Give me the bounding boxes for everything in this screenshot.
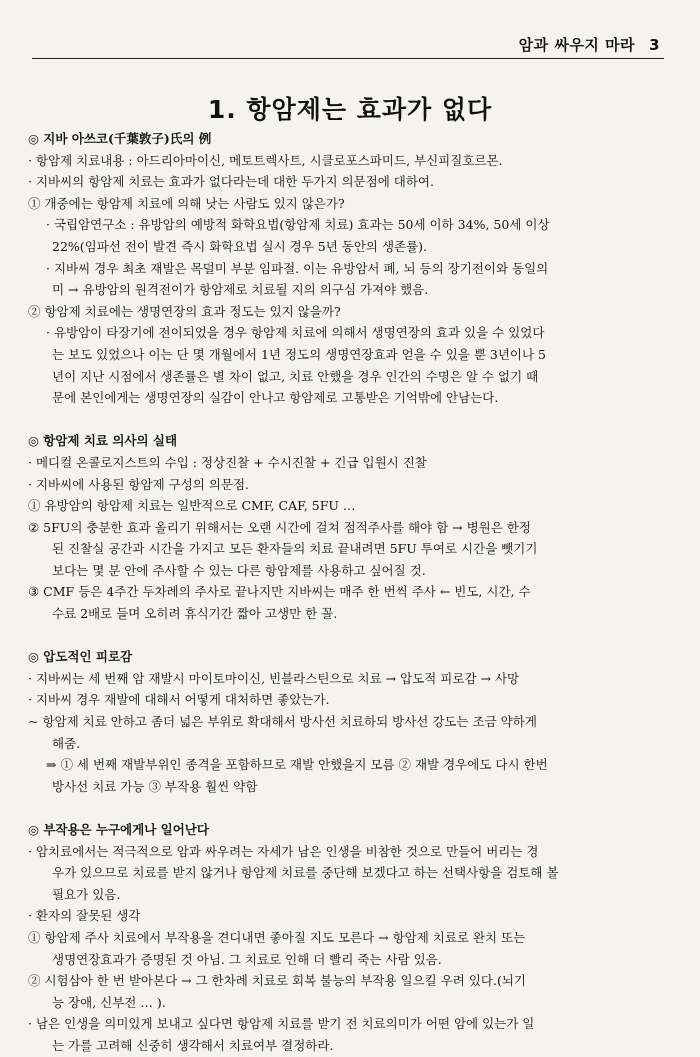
- body-line: 능 장애, 신부전 … ).: [52, 994, 166, 1010]
- body-line: ② 시험삼아 한 번 받아본다 → 그 한차례 치료로 회복 불능의 부작용 일으킬 우려 있다.(뇌기: [28, 973, 527, 989]
- running-header: [519, 34, 660, 55]
- body-line: 필요가 있음.: [52, 886, 121, 902]
- body-line: · 지바씨 경우 최초 재발은 목덜미 부분 임파절. 이는 유방암서 폐, 뇌 등의 장기전이와 동일의: [46, 260, 549, 276]
- section-heading: ◎ 항암제 치료 의사의 실태: [28, 433, 178, 449]
- section-gap: [28, 625, 668, 647]
- body-line: · 암치료에서는 적극적으로 암과 싸우려는 자세가 남은 인생을 비참한 것으로 만들어 버리는 경: [28, 843, 539, 859]
- section-overwhelming-fatigue: [28, 646, 668, 797]
- body-line: · 국립암연구소 : 유방암의 예방적 화학요법(항암제 치료) 효과는 50세 이하 34%, 50세 이상: [46, 217, 550, 233]
- body-line: 보다는 몇 분 안에 주사할 수 있는 다른 항암제를 사용하고 싶어질 것.: [52, 562, 426, 578]
- body-line: ⇒ ① 세 번째 재발부위인 종격을 포함하므로 재발 안했을지 모름 ② 재발 경우에도 다시 한번: [46, 757, 548, 773]
- body-line: 는 보도 있었으나 이는 단 몇 개월에서 1년 정도의 생명연장효과 얻을 수 있을 뿐 3년이나 5: [52, 346, 547, 362]
- body-line: ② 항암제 치료에는 생명연장의 효과 정도는 있지 않을까?: [28, 303, 341, 319]
- chapter-title: 1. 항암제는 효과가 없다: [207, 95, 493, 124]
- section-heading: ◎ 부작용은 누구에게나 일어난다: [28, 822, 209, 837]
- section-gap: [28, 409, 668, 431]
- body-line: ③ CMF 등은 4주간 두차례의 주사로 끝나지만 지바씨는 매주 한 번씩 주사 ← 빈도, 시간, 수: [28, 584, 531, 600]
- body-line: 는 가를 고려해 신중히 생각해서 치료여부 결정하라.: [52, 1037, 334, 1053]
- section-heading: ◎ 지바 아쓰코(千葉敦子)氏의 例: [28, 131, 212, 146]
- body-line: · 유방암이 타장기에 전이되었을 경우 항암제 치료에 의해서 생명연장의 효과 있을 수 있었다: [46, 325, 545, 341]
- body-line: ① 개중에는 항암제 치료에 의해 낫는 사람도 있지 않은가?: [28, 195, 345, 211]
- body-line: 우가 있으므로 치료를 받지 않거나 항암제 치료를 중단해 보겠다고 하는 선택사항을 검토해 볼: [52, 865, 559, 881]
- body-line: · 지바씨는 세 번째 암 재발시 마이토마이신, 빈블라스틴으로 치료 → 압도적 피로감 → 사망: [28, 670, 520, 686]
- body-line: ① 유방암의 항암제 치료는 일반적으로 CMF, CAF, 5FU …: [28, 498, 356, 514]
- body-line: · 지바씨 경우 재발에 대해서 어떻게 대처하면 좋았는가.: [28, 692, 330, 708]
- body-line: 생명연장효과가 증명된 것 아님. 그 치료로 인해 더 빨리 죽는 사람 있음.: [52, 951, 442, 967]
- body-line: 수료 2배로 들며 오히려 휴식기간 짧아 고생만 한 꼴.: [52, 606, 338, 622]
- body-line: · 항암제 치료내용 : 아드리아마이신, 메토트렉사트, 시클로포스파미드, 부신피질호르몬.: [28, 152, 503, 168]
- body-line: 된 진찰실 공간과 시간을 가지고 모든 환자들의 치료 끝내려면 5FU 투여로 시간을 뺏기기: [52, 541, 538, 557]
- body-content: [28, 128, 668, 1057]
- body-line: 22%(임파선 전이 발견 즉시 화학요법 실시 경우 5년 동안의 생존률).: [52, 238, 428, 254]
- body-line: 문에 본인에게는 생명연장의 실감이 안나고 항암제로 고통받은 기억밖에 안남는다.: [52, 390, 499, 406]
- body-line: 미 → 유방암의 원격전이가 항암제로 치료될 지의 의구심 가져야 했음.: [52, 282, 429, 298]
- body-line: · 메디컬 온콜로지스트의 수입 : 정상진찰 + 수시진찰 + 긴급 입원시 진찰: [28, 454, 427, 470]
- section-chiba-case: [28, 128, 668, 409]
- section-gap: [28, 797, 668, 819]
- body-line: 년이 지난 시점에서 생존률은 별 차이 없고, 치료 안했을 경우 인간의 수명은 알 수 없기 때: [52, 368, 539, 384]
- running-title: 암과 싸우지 마라: [518, 36, 636, 54]
- section-side-effects: [28, 819, 668, 1057]
- body-line: 해줌.: [52, 735, 81, 751]
- body-line: · 지바씨의 항암제 치료는 효과가 없다라는데 대한 두가지 의문점에 대하여.: [28, 174, 434, 190]
- header-rule: [32, 58, 664, 59]
- body-line: · 환자의 잘못된 생각: [28, 908, 141, 924]
- body-line: 방사선 치료 가능 ③ 부작용 훨씬 약함: [52, 778, 258, 794]
- body-line: · 남은 인생을 의미있게 보내고 싶다면 항암제 치료를 받기 전 치료의미가 어떤 암에 있는가 일: [28, 1016, 535, 1032]
- section-heading: ◎ 압도적인 피로감: [28, 649, 133, 665]
- body-line: ① 항암제 주사 치료에서 부작용을 견디내면 좋아질 지도 모른다 → 항암제 치료로 완치 또는: [28, 929, 526, 945]
- section-oncologist-reality: [28, 430, 668, 624]
- body-line: ② 5FU의 충분한 효과 올리기 위해서는 오랜 시간에 걸쳐 점적주사를 해야 함 → 병원은 한정: [28, 519, 531, 535]
- body-line: ~ 항암제 치료 안하고 좀더 넓은 부위로 확대해서 방사선 치료하되 방사선 강도는 조금 약하게: [28, 714, 537, 730]
- body-line: · 지바씨에 사용된 항암제 구성의 의문점.: [28, 476, 250, 492]
- page-number: 3: [649, 36, 660, 54]
